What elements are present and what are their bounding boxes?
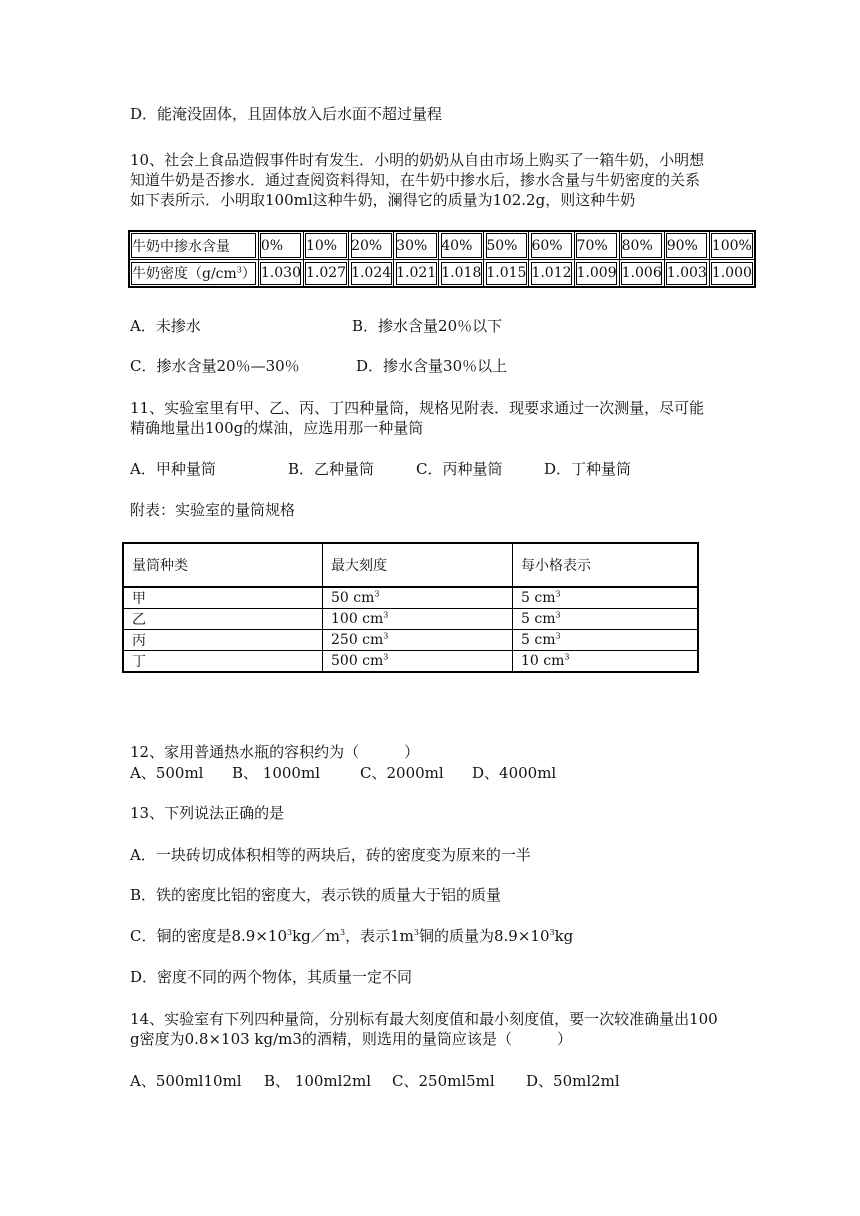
step-value: 5 cm [521,632,556,648]
milk-density-cell: 1.030 [258,260,303,288]
q10-option-b: B．掺水含量20％以下 [352,317,503,335]
q13-c-sup: 3 [413,928,419,937]
cylinder-row [123,587,698,609]
cylinder-step [513,609,699,630]
milk-percent-cell: 50% [484,231,529,260]
q13-c-part: 铜的质量为8.9×10 [418,927,550,945]
q13-option-d: D．密度不同的两个物体，其质量一定不同 [130,968,413,986]
q13-c-part: kg [554,927,574,945]
milk-percent-cell: 90% [664,231,709,260]
q13-c-sup: 3 [549,928,555,937]
milk-percent-cell: 70% [574,231,619,260]
q10-option-d: D．掺水含量30％以上 [356,357,508,375]
cylinder-row [123,651,698,673]
unit-sup: 3 [564,652,570,662]
step-value: 5 cm [521,590,556,606]
milk-percent-cell: 80% [619,231,664,260]
cylinder-step [513,630,699,651]
cylinder-step [513,587,699,609]
q12-text: 12、家用普通热水瓶的容积约为（ ） [130,743,420,761]
cylinder-step [513,651,699,673]
unit-sup: 3 [383,610,389,620]
q11-line-2: 精确地量出100g的煤油，应选用那一种量筒 [130,419,424,437]
q14-option-d: D、50ml2ml [526,1072,620,1090]
q13-option-b: B．铁的密度比铝的密度大，表示铁的质量大于铝的质量 [130,886,502,904]
milk-density-label [129,260,258,288]
q12-option-c: C、2000ml [360,764,444,782]
cylinder-spec-table [122,542,699,673]
milk-density-cell: 1.024 [349,260,394,288]
milk-density-cell: 1.009 [574,260,619,288]
cylinder-max [323,630,513,651]
milk-percent-cell: 20% [349,231,394,260]
q14-line-2: g密度为0.8×103 kg/m3的酒精，则选用的量筒应该是（ ） [130,1030,572,1048]
milk-table-label: 牛奶中掺水含量 [129,231,258,260]
q14-line-1: 14、实验室有下列四种量筒，分别标有最大刻度值和最小刻度值，要一次较准确量出100 [130,1010,718,1028]
milk-percent-cell: 100% [709,231,755,260]
cylinder-kind: 甲 [123,587,323,609]
q13-c-sup: 3 [287,928,293,937]
milk-percent-cell: 60% [529,231,574,260]
density-label-close: ） [241,266,256,282]
density-label-sup: 3 [236,265,242,275]
q11-line-1: 11、实验室里有甲、乙、丙、丁四种量筒，规格见附表．现要求通过一次测量，尽可能 [130,399,705,417]
milk-density-cell: 1.003 [664,260,709,288]
q10-option-a: A．未掺水 [130,317,201,335]
unit-sup: 3 [555,610,561,620]
q14-option-a: A、500ml10ml [130,1072,242,1090]
header-max: 最大刻度 [323,543,513,587]
cylinder-kind: 乙 [123,609,323,630]
q13-c-part: ，表示1m [345,927,414,945]
milk-density-table [128,230,756,288]
q13-option-a: A．一块砖切成体积相等的两块后，砖的密度变为原来的一半 [130,846,531,864]
unit-sup: 3 [374,589,380,599]
max-value: 100 cm [331,611,384,627]
q10-option-c: C．掺水含量20％—30％ [130,357,300,375]
cylinder-max [323,609,513,630]
appendix-title: 附表：实验室的量筒规格 [130,501,296,519]
q13-text: 13、下列说法正确的是 [130,804,285,822]
milk-percent-cell: 0% [258,231,303,260]
milk-density-cell: 1.000 [709,260,755,288]
q14-option-b: B、 100ml2ml [264,1072,372,1090]
q10-line-3: 如下表所示．小明取100ml这种牛奶，澜得它的质量为102.2g，则这种牛奶 [130,191,636,209]
max-value: 250 cm [331,632,384,648]
milk-density-cell: 1.012 [529,260,574,288]
unit-sup: 3 [555,631,561,641]
q13-c-part: C．铜的密度是8.9×10 [130,927,287,945]
cylinder-max [323,651,513,673]
milk-density-cell: 1.018 [439,260,484,288]
q12-option-b: B、 1000ml [232,764,320,782]
cylinder-row [123,609,698,630]
q14-option-c: C、250ml5ml [392,1072,495,1090]
q13-option-c [130,926,573,946]
q13-c-part: kg／m [292,927,341,945]
step-value: 5 cm [521,611,556,627]
q12-option-a: A、500ml [130,764,204,782]
cylinder-max [323,587,513,609]
density-label-text: 牛奶密度（g/cm [132,266,237,282]
q10-line-1: 10、社会上食品造假事件时有发生．小明的奶奶从自由市场上购买了一箱牛奶，小明想 [130,151,705,169]
max-value: 500 cm [331,653,384,669]
question-d-previous: D．能淹没固体，且固体放入后水面不超过量程 [130,105,443,123]
q13-c-sup: 3 [340,928,346,937]
header-step: 每小格表示 [513,543,699,587]
max-value: 50 cm [331,590,375,606]
step-value: 10 cm [521,653,565,669]
cylinder-table-header [123,543,698,587]
header-kind: 量筒种类 [123,543,323,587]
q10-line-2: 知道牛奶是否掺水．通过查阅资料得知，在牛奶中掺水后，掺水含量与牛奶密度的关系 [130,171,701,189]
cylinder-kind: 丁 [123,651,323,673]
q11-option-c: C．丙种量筒 [416,460,503,478]
milk-density-cell: 1.027 [303,260,348,288]
milk-density-cell: 1.006 [619,260,664,288]
q11-option-b: B．乙种量筒 [288,460,375,478]
cylinder-kind: 丙 [123,630,323,651]
milk-density-cell: 1.021 [394,260,439,288]
milk-percent-cell: 10% [303,231,348,260]
unit-sup: 3 [555,589,561,599]
q12-option-d: D、4000ml [472,764,557,782]
q11-option-a: A．甲种量筒 [130,460,216,478]
milk-density-cell: 1.015 [484,260,529,288]
q11-option-d: D．丁种量筒 [544,460,632,478]
milk-percent-cell: 40% [439,231,484,260]
unit-sup: 3 [383,652,389,662]
milk-percent-cell: 30% [394,231,439,260]
cylinder-row [123,630,698,651]
unit-sup: 3 [383,631,389,641]
milk-table-row-density [129,260,755,288]
milk-table-row-percent [129,231,755,260]
